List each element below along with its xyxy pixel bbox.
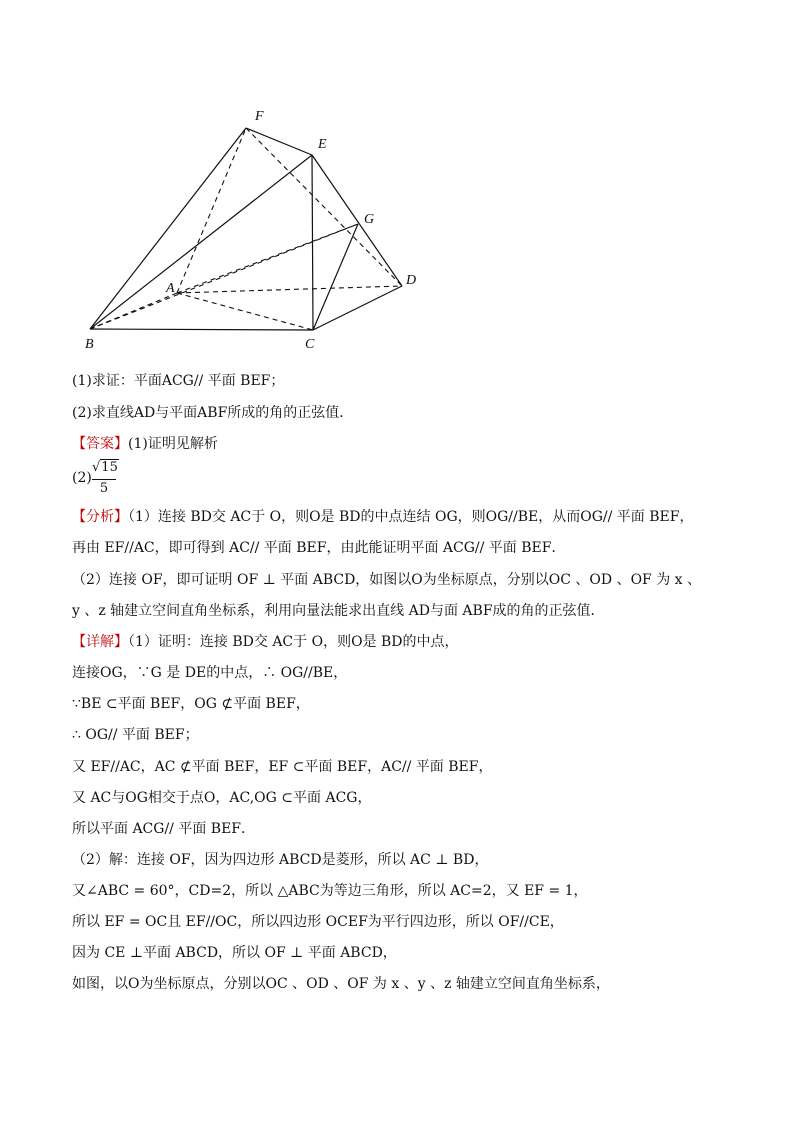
edge-BE [90,155,312,329]
label-B: B [85,337,94,352]
label-F: F [255,109,264,124]
detail-text-1: （1）证明：连接 BD交 AC于 O，则O是 BD的中点， [128,634,459,650]
label-C: C [305,337,315,352]
detail-line-4: ∴ OG// 平面 BEF； [72,727,199,743]
label-E: E [318,137,327,152]
edge-BC [90,329,313,330]
analysis-line-4: y 、z 轴建立空间直角坐标系，利用向量法能求出直线 AD与面 ABF成的角的正弦值． [72,603,605,619]
detail-line-6: 又 AC与OG相交于点O，AC,OG ⊂平面 ACG， [72,790,372,806]
edge-AG [177,224,358,293]
analysis-line-1 [72,507,693,527]
edge-AB [90,293,177,329]
answer-line-1 [72,434,218,454]
answer-tag: 【答案】 [72,436,128,452]
geometry-figure [70,100,450,360]
question-1: (1)求证：平面ACG// 平面 BEF； [72,373,285,389]
label-D: D [406,273,417,288]
edge-CG [313,224,358,330]
analysis-line-2: 再由 EF//AC，即可得到 AC// 平面 BEF，由此能证明平面 ACG// 平面 BEF． [72,540,566,556]
analysis-line-3: （2）连接 OF，即可证明 OF ⊥ 平面 ABCD，如图以O为坐标原点，分别以OC 、OD 、OF 为 x 、 [72,572,702,588]
detail-line-7: 所以平面 ACG// 平面 BEF． [72,821,256,837]
edge-ED [312,155,402,286]
edge-FE [246,128,312,155]
question-2: (2)求直线AD与平面ABF所成的角的正弦值． [72,405,354,421]
detail-line-5: 又 EF//AC，AC ⊄平面 BEF，EF ⊂平面 BEF，AC// 平面 BEF， [72,759,493,775]
detail-line-12: 如图，以O为坐标原点，分别以OC 、OD 、OF 为 x 、y 、z 轴建立空间直角坐标系， [72,976,610,992]
label-A: A [166,281,175,296]
answer-1: (1)证明见解析 [128,436,218,452]
detail-line-2: 连接OG，∵G 是 DE的中点，∴ OG//BE， [72,665,348,681]
edge-CD [313,286,402,330]
answer-2-numerator [92,460,118,475]
edge-AC [177,293,313,330]
analysis-tag: 【分析】 [72,509,128,525]
detail-line-11: 因为 CE ⊥平面 ABCD，所以 OF ⊥ 平面 ABCD， [72,945,397,961]
edge-AF [177,128,246,293]
detail-line-8: （2）解：连接 OF，因为四边形 ABCD是菱形，所以 AC ⊥ BD， [72,852,489,868]
detail-line-3: ∵BE ⊂平面 BEF，OG ⊄平面 BEF， [72,696,310,712]
answer-2-prefix: (2) [72,470,92,486]
detail-tag: 【详解】 [72,634,128,650]
edge-AD [177,286,402,293]
answer-2-denominator: 5 [99,481,109,496]
answer-2-radicand: 15 [101,460,118,475]
detail-line-10: 所以 EF = OC且 EF//OC，所以四边形 OCEF为平行四边形，所以 OF//CE， [72,914,564,930]
analysis-text-1: （1）连接 BD交 AC于 O，则O是 BD的中点连结 OG，则OG//BE，从而OG// 平面 BEF， [128,509,694,525]
detail-line-9: 又∠ABC = 60°，CD=2，所以 △ABC为等边三角形，所以 AC=2，又 EF = 1， [72,883,588,899]
label-G: G [364,212,375,227]
fraction-bar [92,479,116,480]
sqrt-icon: √ [92,460,101,475]
detail-line-1 [72,632,459,652]
